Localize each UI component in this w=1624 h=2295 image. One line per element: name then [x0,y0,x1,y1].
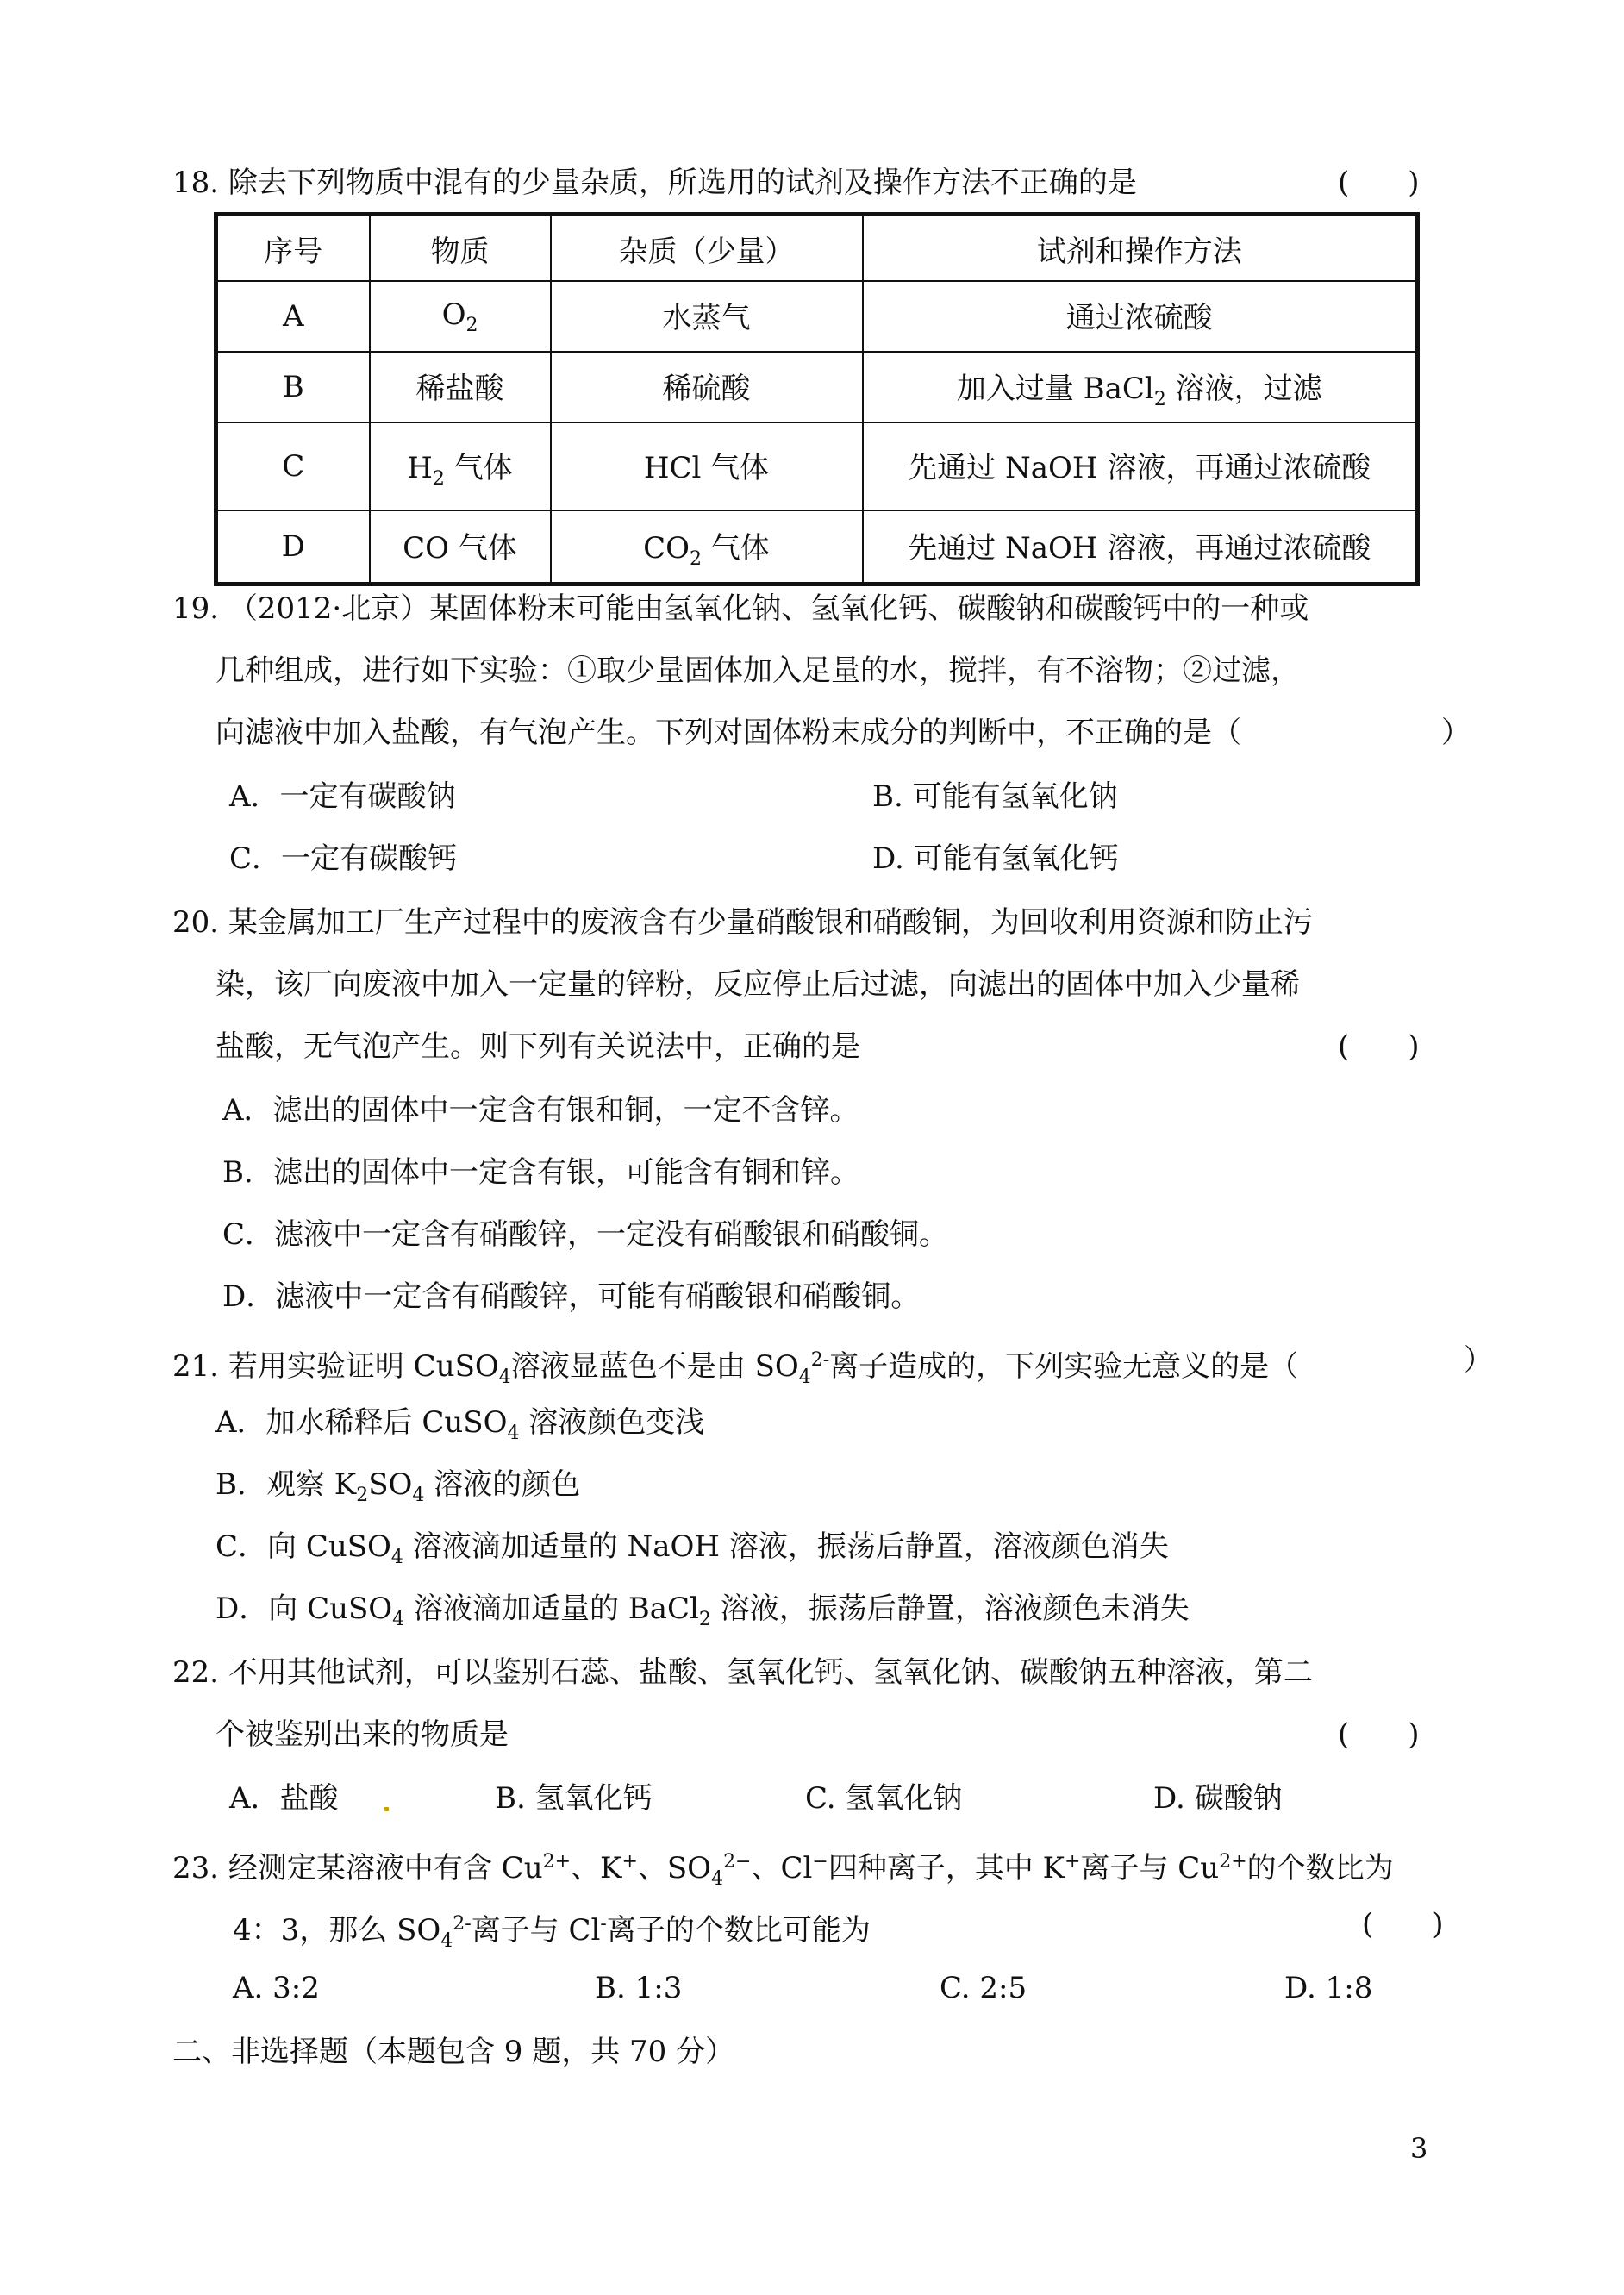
row-id: B [216,352,370,422]
q20-option-d: D．滤液中一定含有硝酸锌，可能有硝酸银和硝酸铜。 [222,1279,921,1314]
q23-option-d: D. 1:8 [1284,1971,1373,2005]
q22-option-b: B. 氢氧化钙 [495,1781,653,1816]
q19-option-b: B. 可能有氢氧化钠 [872,779,1118,814]
q20-option-c: C．滤液中一定含有硝酸锌，一定没有硝酸银和硝酸铜。 [222,1217,949,1252]
table-row [216,510,1418,585]
q23-line2: 4：3，那么 $SO_4^{2-}$离子与 Cl-离子的个数比可能为 [233,1913,871,1952]
q19-option-a: A．一定有碳酸钠 [229,779,456,814]
q20-option-b: B．滤出的固体中一定含有银，可能含有铜和锌。 [222,1155,859,1190]
table-row [216,352,1418,422]
q19-answer-paren: ） [1441,716,1471,750]
q21-option-c: C．向 CuSO$_4$ 溶液滴加适量的 NaOH 溶液，振荡后静置，溶液颜色消失 [215,1529,1169,1568]
q23-answer-paren: ( ) [1362,1907,1444,1942]
q19-option-d: D. 可能有氢氧化钙 [872,841,1119,876]
table-row [216,281,1418,352]
row-impurity: HCl 气体 [551,422,863,510]
row-impurity: 水蒸气 [551,281,863,352]
q21-option-b: B．观察 $K_2SO_4$ 溶液的颜色 [215,1467,581,1506]
row-id: A [216,281,370,352]
table-header-id: 序号 [216,215,370,282]
q18-answer-paren: ( ) [1338,166,1420,200]
q19-line1: 19. （2012·北京）某固体粉末可能由氢氧化钠、氢氧化钙、碳酸钠和碳酸钙中的一种或 [172,591,1309,626]
table-row [216,422,1418,510]
q23-option-a: A. 3:2 [233,1971,320,2005]
q20-line2: 染，该厂向废液中加入一定量的锌粉，反应停止后过滤，向滤出的固体中加入少量稀 [215,967,1300,1002]
q18-table [214,212,1420,586]
row-substance: $O_2$ [370,281,551,352]
q21-option-d: D．向 CuSO$_4$ 溶液滴加适量的 BaCl$_2$ 溶液，振荡后静置，溶液颜色未消失 [215,1591,1190,1630]
table-header-method: 试剂和操作方法 [863,215,1418,282]
q19-line2: 几种组成，进行如下实验：①取少量固体加入足量的水，搅拌，有不溶物；②过滤， [215,653,1300,688]
q18-stem: 18. 除去下列物质中混有的少量杂质，所选用的试剂及操作方法不正确的是 [172,166,1137,200]
q22-line2: 个被鉴别出来的物质是 [215,1717,509,1752]
q20-line1: 20. 某金属加工厂生产过程中的废液含有少量硝酸银和硝酸铜，为回收利用资源和防止污 [172,905,1313,940]
row-substance: $H_2$ 气体 [370,422,551,510]
row-impurity: $CO_2$ 气体 [551,510,863,585]
q22-option-d: D. 碳酸钠 [1153,1781,1283,1816]
q22-answer-paren: ( ) [1338,1717,1420,1752]
q20-line3: 盐酸，无气泡产生。则下列有关说法中，正确的是 [215,1029,860,1064]
q20-option-a: A．滤出的固体中一定含有银和铜，一定不含锌。 [222,1093,859,1128]
row-method: 通过浓硫酸 [863,281,1418,352]
row-impurity: 稀硫酸 [551,352,863,422]
q20-answer-paren: ( ) [1338,1029,1420,1064]
q21-stem: 21. 若用实验证明 CuSO$_4$溶液显蓝色不是由 $SO_4^{2-}$离子造成的，下列实验无意义的是（ [172,1349,1299,1388]
row-method: 加入过量 BaCl$_2$ 溶液，过滤 [863,352,1418,422]
page-number: 3 [1410,2132,1428,2165]
row-substance: CO 气体 [370,510,551,585]
row-method: 先通过 NaOH 溶液，再通过浓硫酸 [863,510,1418,585]
q23-option-b: B. 1:3 [595,1971,683,2005]
row-substance: 稀盐酸 [370,352,551,422]
q19-option-c: C．一定有碳酸钙 [229,841,458,876]
q23-option-c: C. 2:5 [940,1971,1027,2005]
table-header-substance: 物质 [370,215,551,282]
q22-option-a: A．盐酸 [229,1781,339,1816]
row-id: C [216,422,370,510]
ink-dot [384,1807,389,1811]
q23-line1: 23. 经测定某溶液中有含 $Cu^{2+}$、K+、$SO_4^{2-}$、Cl−四种离子，其中 K+离子与 $Cu^{2+}$的个数比为 [172,1851,1394,1890]
section-heading: 二、非选择题（本题包含 9 题，共 70 分） [172,2035,735,2069]
row-method: 先通过 NaOH 溶液，再通过浓硫酸 [863,422,1418,510]
q22-option-c: C. 氢氧化钠 [805,1781,963,1816]
table-header-impurity: 杂质（少量） [551,215,863,282]
q21-answer-paren: ） [1464,1343,1493,1378]
q21-option-a: A．加水稀释后 CuSO$_4$ 溶液颜色变浅 [215,1405,705,1444]
q22-line1: 22. 不用其他试剂，可以鉴别石蕊、盐酸、氢氧化钙、氢氧化钠、碳酸钠五种溶液，第二 [172,1655,1313,1690]
row-id: D [216,510,370,585]
q19-line3: 向滤液中加入盐酸，有气泡产生。下列对固体粉末成分的判断中，不正确的是（ [215,716,1241,750]
